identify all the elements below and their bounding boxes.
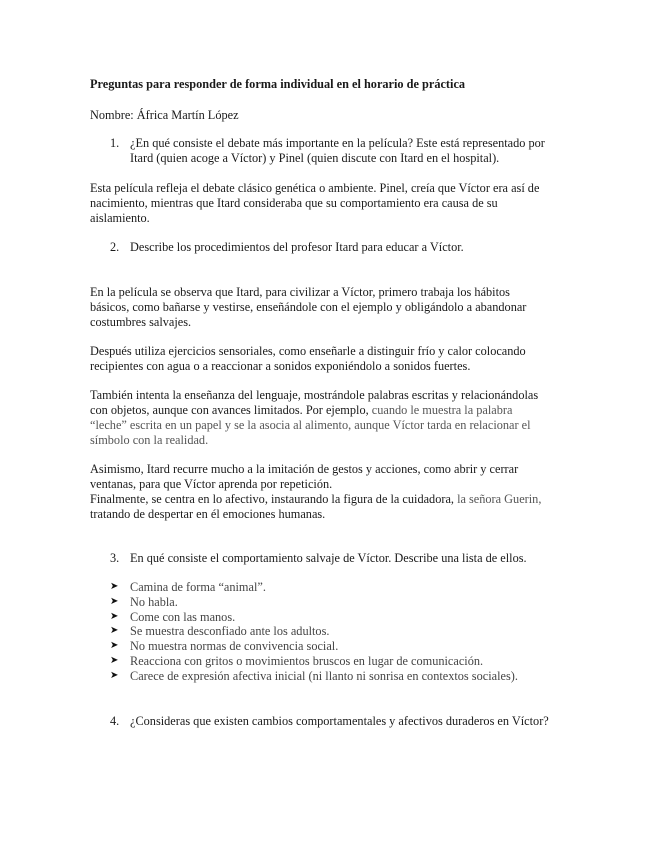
document-title: Preguntas para responder de forma individual en el horario de práctica (90, 77, 466, 91)
list-item (106, 595, 546, 610)
paragraph-text: tratando de despertar en él emociones humanas. (90, 507, 326, 521)
list-item-text: No muestra normas de convivencia social. (130, 639, 339, 654)
wild-behavior-list (106, 580, 546, 684)
answer-2-paragraph-2: Después utiliza ejercicios sensoriales, como enseñarle a distinguir frío y calor colocando recipientes con agua o a reaccionar a sonidos exponiéndolo a sonidos fuertes. (90, 344, 526, 373)
arrowhead-bullet-icon: ➤ (110, 581, 119, 592)
paragraph-text: También intenta la enseñanza del lenguaje, mostrándole palabras escritas y relacionándolas con objetos, aunque con avances limitados. Por ejemplo, (90, 388, 539, 417)
answer-2-paragraph-3 (90, 388, 550, 448)
list-item-text: Carece de expresión afectiva inicial (ni llanto ni sonrisa en contextos sociales). (130, 668, 518, 683)
list-item (106, 610, 546, 625)
arrowhead-bullet-icon: ➤ (110, 610, 119, 622)
answer-2-paragraph-1: En la película se observa que Itard, para civilizar a Víctor, primero trabaja los hábitos básicos, como bañarse y vestirse, enseñándole con el ejemplo y obligándolo a abandonar costumbres salvajes. (90, 285, 527, 329)
answer-2-paragraph-4: Asimismo, Itard recurre mucho a la imitación de gestos y acciones, como abrir y cerrar ventanas, para que Víctor aprenda por repetición. (90, 462, 519, 491)
question-text: Describe los procedimientos del profesor Itard para educar a Víctor. (130, 240, 464, 254)
list-item-text: Reacciona con gritos o movimientos bruscos en lugar de comunicación. (130, 653, 484, 668)
arrowhead-bullet-icon: ➤ (110, 595, 119, 607)
answer-2-paragraph-5 (90, 492, 550, 522)
paragraph-text: Finalmente, se centra en lo afectivo, instaurando la figura de la cuidadora, (90, 492, 458, 506)
list-item (106, 639, 546, 654)
list-item (106, 654, 546, 669)
question-2 (106, 240, 556, 255)
answer-1: Esta película refleja el debate clásico genética o ambiente. Pinel, creía que Víctor era así de nacimiento, mientras que Itard consideraba que su comportamiento era causa de su aislamiento. (90, 181, 540, 225)
question-number: 4. (110, 714, 120, 728)
list-item (106, 624, 546, 639)
question-number: 2. (110, 240, 120, 254)
question-text: ¿Consideras que existen cambios comportamentales y afectivos duraderos en Víctor? (130, 714, 549, 728)
question-number: 1. (110, 136, 120, 150)
list-item-text: Come con las manos. (130, 609, 236, 624)
arrowhead-bullet-icon: ➤ (110, 625, 119, 637)
question-4 (106, 714, 556, 729)
arrowhead-bullet-icon: ➤ (110, 654, 119, 666)
list-item-text: Se muestra desconfiado ante los adultos. (130, 624, 330, 639)
question-text: ¿En qué consiste el debate más importante en la película? Este está representado por Itard (quien acoge a Víctor) y Pinel (quien discute con Itard en el hospital). (130, 136, 545, 165)
caregiver-name: la señora Guerin, (457, 492, 542, 506)
list-item (106, 669, 546, 684)
list-item-text: No habla. (130, 594, 178, 609)
arrowhead-bullet-icon: ➤ (110, 669, 119, 681)
list-item (106, 580, 546, 595)
example-text: cuando le muestra la palabra “leche” escrita en un papel y se la asocia al alimento, aunque Víctor tarda en relacionar el símbolo con la realidad. (90, 403, 531, 447)
question-1 (106, 136, 556, 166)
list-item-text: Camina de forma “animal”. (130, 580, 266, 594)
arrowhead-bullet-icon: ➤ (110, 640, 119, 652)
question-3 (106, 551, 556, 566)
student-name: Nombre: África Martín López (90, 108, 239, 122)
question-number: 3. (110, 551, 120, 565)
question-text: En qué consiste el comportamiento salvaje de Víctor. Describe una lista de ellos. (130, 551, 527, 565)
